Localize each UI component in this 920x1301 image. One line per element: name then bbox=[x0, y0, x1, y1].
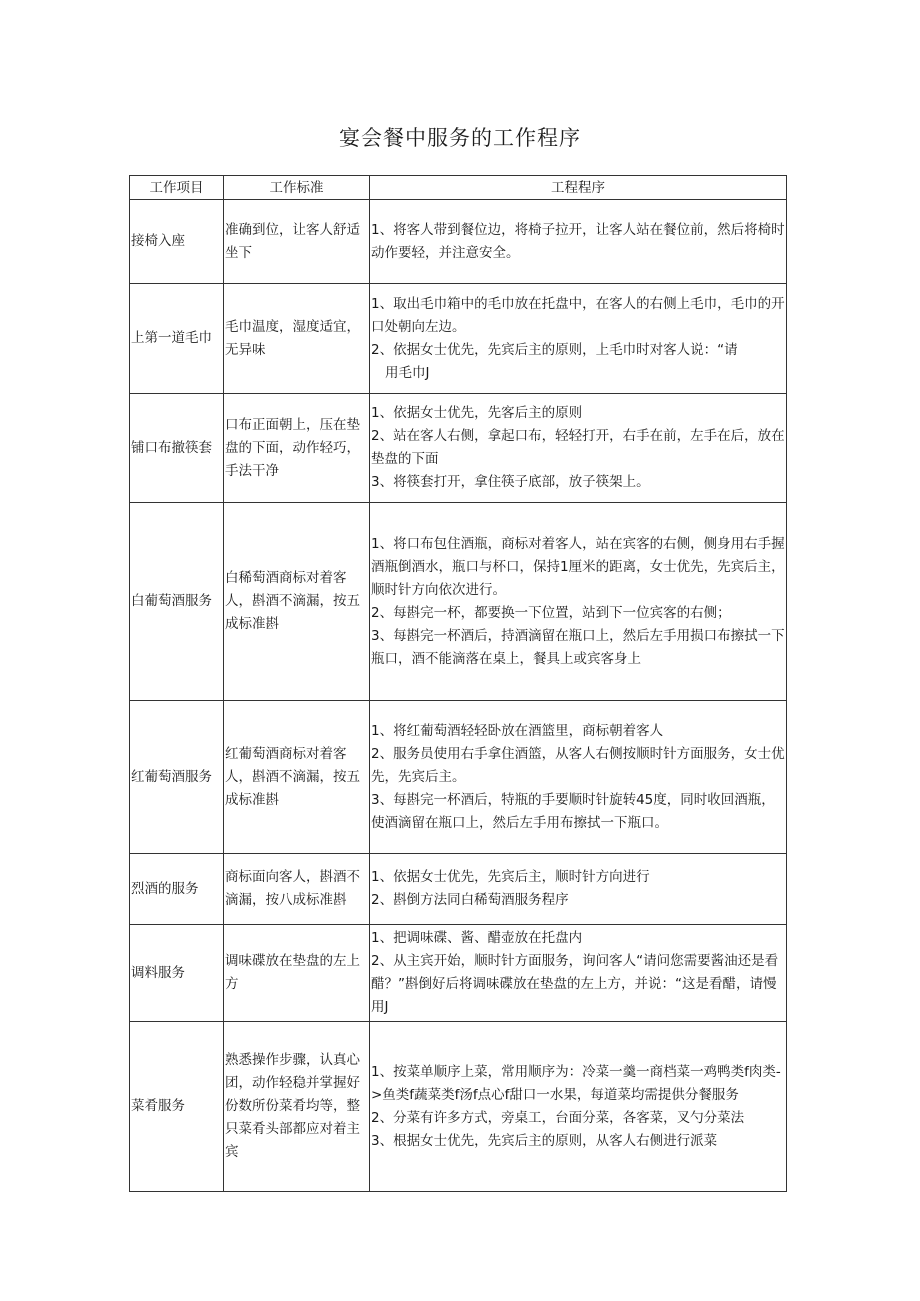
work-standard-cell: 毛巾温度，湿度适宜，无异味 bbox=[224, 284, 370, 394]
procedure-step: 2、依据女士优先，先宾后主的原则，上毛巾时对客人说：“请 bbox=[371, 341, 738, 358]
table-row bbox=[130, 503, 787, 701]
procedure-step: 1、取出毛巾箱中的毛巾放在托盘中，在客人的右侧上毛巾，毛巾的开口处朝向左边。 bbox=[371, 295, 785, 335]
header-procedure: 工程程序 bbox=[370, 176, 787, 200]
procedure-step: 2、站在客人右侧，拿起口布，轻轻打开，右手在前，左手在后，放在垫盘的下面 bbox=[371, 428, 785, 467]
procedure-step: 3、每斟完一杯酒后，特瓶的手要顺时针旋转45度，同时收回酒瓶，使酒滴留在瓶口上，然后左手用布擦拭一下瓶口。 bbox=[371, 791, 775, 831]
procedure-cell bbox=[370, 394, 787, 503]
procedure-step: 2、服务员使用右手拿住酒篮，从客人右侧按顺时针方面服务，女士优先，先宾后主。 bbox=[371, 745, 785, 785]
procedure-table bbox=[129, 175, 787, 1192]
procedure-step: 1、将客人带到餐位边，将椅子拉开，让客人站在餐位前，然后将椅时动作要轻，并注意安全。 bbox=[371, 221, 785, 261]
procedure-step: 2、斟倒方法同白稀萄酒服务程序 bbox=[371, 892, 569, 908]
procedure-step: 1、依据女士优先，先宾后主，顺时针方向进行 bbox=[371, 869, 650, 885]
work-standard-cell: 商标面向客人，斟酒不滴漏，按八成标准斟 bbox=[224, 854, 370, 925]
table-row bbox=[130, 925, 787, 1022]
work-item-cell: 接椅入座 bbox=[130, 200, 224, 284]
work-item-cell: 上第一道毛巾 bbox=[130, 284, 224, 394]
procedure-cell bbox=[370, 925, 787, 1022]
procedure-step: 1、将口布包住酒瓶，商标对着客人，站在宾客的右侧，侧身用右手握酒瓶倒酒水，瓶口与杯口，保持1厘米的距离，女士优先，先宾后主，顺时针方向依次进行。 bbox=[371, 535, 785, 598]
table-row bbox=[130, 854, 787, 925]
procedure-step: 1、依据女士优先，先客后主的原则 bbox=[371, 405, 583, 421]
work-standard-cell: 口布正面朝上，压在垫盘的下面，动作轻巧，手法干净 bbox=[224, 394, 370, 503]
header-item: 工作项目 bbox=[130, 176, 224, 200]
procedure-step: 2、每斟完一杯，都要换一下位置，站到下一位宾客的右侧； bbox=[371, 604, 731, 621]
procedure-cell bbox=[370, 1022, 787, 1192]
work-item-cell: 铺口布撤筷套 bbox=[130, 394, 224, 503]
procedure-step: 3、根据女士优先，先宾后主的原则，从客人右侧进行派菜 bbox=[371, 1132, 718, 1149]
procedure-cell bbox=[370, 200, 787, 284]
table-row bbox=[130, 701, 787, 854]
table-row bbox=[130, 394, 787, 503]
work-standard-cell: 红葡萄酒商标对着客人，斟酒不滴漏，按五成标准斟 bbox=[224, 701, 370, 854]
procedure-cell bbox=[370, 503, 787, 701]
procedure-step: 2、从主宾开始，顺时针方面服务，询问客人“请问您需要酱油还是看醋？”斟倒好后将调味碟放在垫盘的左上方，并说：“这是看醋，请慢用J bbox=[371, 953, 779, 1015]
procedure-step: 3、将筷套打开，拿住筷子底部，放子筷架上。 bbox=[371, 474, 650, 490]
page-title: 宴会餐中服务的工作程序 bbox=[339, 126, 581, 150]
work-standard-cell: 调味碟放在垫盘的左上方 bbox=[224, 925, 370, 1022]
procedure-step: 2、分菜有许多方式，旁桌工，台面分菜，各客菜，叉勺分菜法 bbox=[371, 1109, 745, 1126]
procedure-step: 3、每斟完一杯酒后，持酒滴留在瓶口上，然后左手用损口布擦拭一下瓶口，酒不能滴落在桌上，餐具上或宾客身上 bbox=[371, 627, 785, 667]
table-header-row bbox=[130, 176, 787, 200]
table-row bbox=[130, 1022, 787, 1192]
work-standard-cell: 熟悉操作步骤，认真心团，动作轻稳并掌握好份数所份菜肴均等，整只菜肴头部都应对着主宾 bbox=[224, 1022, 370, 1192]
procedure-cell bbox=[370, 284, 787, 394]
work-standard-cell: 白稀萄酒商标对着客人，斟酒不滴漏，按五成标准斟 bbox=[224, 503, 370, 701]
work-item-cell: 白葡萄酒服务 bbox=[130, 503, 224, 701]
procedure-step: 1、将红葡萄酒轻轻卧放在酒篮里，商标朝着客人 bbox=[371, 722, 664, 739]
work-item-cell: 菜肴服务 bbox=[130, 1022, 224, 1192]
work-standard-cell: 准确到位，让客人舒适坐下 bbox=[224, 200, 370, 284]
work-item-cell: 烈酒的服务 bbox=[130, 854, 224, 925]
header-standard: 工作标准 bbox=[224, 176, 370, 200]
procedure-cell bbox=[370, 854, 787, 925]
procedure-step: 用毛巾J bbox=[385, 364, 430, 381]
procedure-step: 1、把调味碟、酱、醋壶放在托盘内 bbox=[371, 930, 583, 946]
procedure-step: 1、按菜单顺序上菜，常用顺序为：冷菜一羹一商档菜一鸡鸭类f肉类->鱼类f蔬菜类f汤f点心f甜口一水果，每道菜均需提供分餐服务 bbox=[371, 1063, 781, 1103]
work-item-cell: 调料服务 bbox=[130, 925, 224, 1022]
table-row bbox=[130, 284, 787, 394]
table-row bbox=[130, 200, 787, 284]
procedure-cell bbox=[370, 701, 787, 854]
work-item-cell: 红葡萄酒服务 bbox=[130, 701, 224, 854]
